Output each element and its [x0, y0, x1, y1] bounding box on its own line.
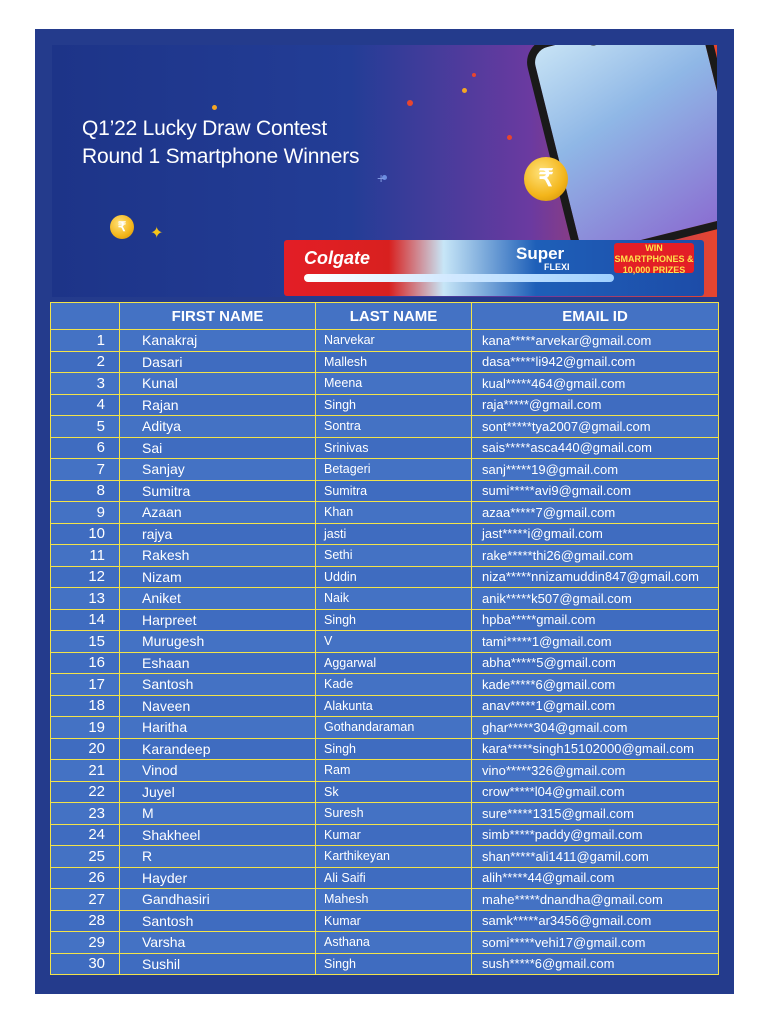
email-cell: alih*****44@gmail.com	[472, 867, 719, 889]
serial-cell: 6	[51, 437, 120, 459]
first-name-cell: Naveen	[120, 695, 316, 717]
serial-cell: 9	[51, 502, 120, 524]
serial-cell: 25	[51, 846, 120, 868]
serial-cell: 17	[51, 674, 120, 696]
email-cell: raja*****@gmail.com	[472, 394, 719, 416]
last-name-cell: Kade	[316, 674, 472, 696]
last-name-cell: Betageri	[316, 459, 472, 481]
serial-cell: 1	[51, 330, 120, 352]
header-first-name: FIRST NAME	[120, 303, 316, 330]
table-row	[51, 953, 719, 975]
table-body	[51, 330, 719, 975]
table-row	[51, 738, 719, 760]
rupee-coin-small-icon: ₹	[110, 215, 134, 239]
pack-win-badge: WIN SMARTPHONES & 10,000 PRIZES	[614, 243, 694, 275]
last-name-cell: Mahesh	[316, 889, 472, 911]
header-last-name: LAST NAME	[316, 303, 472, 330]
smartphone-illustration	[522, 45, 717, 264]
table-row	[51, 824, 719, 846]
table-row	[51, 889, 719, 911]
first-name-cell: Kanakraj	[120, 330, 316, 352]
first-name-cell: Nizam	[120, 566, 316, 588]
first-name-cell: Haritha	[120, 717, 316, 739]
last-name-cell: Mallesh	[316, 351, 472, 373]
email-cell: samk*****ar3456@gmail.com	[472, 910, 719, 932]
first-name-cell: Rakesh	[120, 545, 316, 567]
table-row	[51, 910, 719, 932]
serial-cell: 27	[51, 889, 120, 911]
last-name-cell: Sontra	[316, 416, 472, 438]
email-cell: hpba*****gmail.com	[472, 609, 719, 631]
serial-cell: 8	[51, 480, 120, 502]
contest-banner	[52, 45, 717, 297]
serial-cell: 5	[51, 416, 120, 438]
pack-flexi-label: FLEXI	[544, 262, 570, 272]
table-row	[51, 846, 719, 868]
last-name-cell: Gothandaraman	[316, 717, 472, 739]
email-cell: mahe*****dnandha@gmail.com	[472, 889, 719, 911]
last-name-cell: Narvekar	[316, 330, 472, 352]
confetti-dot	[462, 88, 467, 93]
table-row	[51, 480, 719, 502]
email-cell: niza*****nnizamuddin847@gmail.com	[472, 566, 719, 588]
table-row	[51, 695, 719, 717]
email-cell: sush*****6@gmail.com	[472, 953, 719, 975]
header-serial	[51, 303, 120, 330]
first-name-cell: Hayder	[120, 867, 316, 889]
serial-cell: 20	[51, 738, 120, 760]
email-cell: sont*****tya2007@gmail.com	[472, 416, 719, 438]
title-line-2: Round 1 Smartphone Winners	[82, 145, 360, 168]
email-cell: jast*****i@gmail.com	[472, 523, 719, 545]
table-row	[51, 803, 719, 825]
rupee-coin-icon: ₹	[524, 157, 568, 201]
last-name-cell: Naik	[316, 588, 472, 610]
last-name-cell: Sk	[316, 781, 472, 803]
table-row	[51, 437, 719, 459]
table-row	[51, 394, 719, 416]
serial-cell: 13	[51, 588, 120, 610]
email-cell: shan*****ali1411@gamil.com	[472, 846, 719, 868]
first-name-cell: Varsha	[120, 932, 316, 954]
first-name-cell: Sumitra	[120, 480, 316, 502]
email-cell: rake*****thi26@gmail.com	[472, 545, 719, 567]
toothbrush-illustration	[304, 274, 614, 282]
first-name-cell: Vinod	[120, 760, 316, 782]
first-name-cell: Kunal	[120, 373, 316, 395]
colgate-product-pack	[284, 240, 704, 296]
table-row	[51, 867, 719, 889]
email-cell: somi*****vehi17@gmail.com	[472, 932, 719, 954]
last-name-cell: Asthana	[316, 932, 472, 954]
first-name-cell: Eshaan	[120, 652, 316, 674]
email-cell: kara*****singh15102000@gmail.com	[472, 738, 719, 760]
header-email-id: EMAIL ID	[472, 303, 719, 330]
serial-cell: 26	[51, 867, 120, 889]
first-name-cell: Juyel	[120, 781, 316, 803]
table-row	[51, 545, 719, 567]
email-cell: ghar*****304@gmail.com	[472, 717, 719, 739]
serial-cell: 28	[51, 910, 120, 932]
confetti-dot	[472, 73, 476, 77]
pack-brand-label: Colgate	[304, 248, 371, 268]
last-name-cell: Suresh	[316, 803, 472, 825]
email-cell: crow*****l04@gmail.com	[472, 781, 719, 803]
last-name-cell: Aggarwal	[316, 652, 472, 674]
first-name-cell: Sushil	[120, 953, 316, 975]
last-name-cell: Khan	[316, 502, 472, 524]
table-row	[51, 652, 719, 674]
email-cell: azaa*****7@gmail.com	[472, 502, 719, 524]
first-name-cell: Harpreet	[120, 609, 316, 631]
table-row	[51, 932, 719, 954]
serial-cell: 15	[51, 631, 120, 653]
table-row	[51, 502, 719, 524]
serial-cell: 24	[51, 824, 120, 846]
last-name-cell: Singh	[316, 394, 472, 416]
serial-cell: 30	[51, 953, 120, 975]
table-row	[51, 588, 719, 610]
table-row	[51, 416, 719, 438]
last-name-cell: Singh	[316, 738, 472, 760]
table-row	[51, 717, 719, 739]
title-line-1: Q1’22 Lucky Draw Contest	[82, 117, 327, 140]
last-name-cell: V	[316, 631, 472, 653]
first-name-cell: Rajan	[120, 394, 316, 416]
last-name-cell: Alakunta	[316, 695, 472, 717]
serial-cell: 22	[51, 781, 120, 803]
first-name-cell: Gandhasiri	[120, 889, 316, 911]
first-name-cell: M	[120, 803, 316, 825]
first-name-cell: Sai	[120, 437, 316, 459]
serial-cell: 23	[51, 803, 120, 825]
first-name-cell: Santosh	[120, 910, 316, 932]
last-name-cell: Sumitra	[316, 480, 472, 502]
serial-cell: 14	[51, 609, 120, 631]
last-name-cell: Karthikeyan	[316, 846, 472, 868]
serial-cell: 19	[51, 717, 120, 739]
confetti-dot	[212, 105, 217, 110]
first-name-cell: Sanjay	[120, 459, 316, 481]
table-row	[51, 351, 719, 373]
email-cell: abha*****5@gmail.com	[472, 652, 719, 674]
table-row	[51, 674, 719, 696]
serial-cell: 11	[51, 545, 120, 567]
serial-cell: 2	[51, 351, 120, 373]
phone-notch	[585, 45, 646, 47]
email-cell: sais*****asca440@gmail.com	[472, 437, 719, 459]
table-row	[51, 373, 719, 395]
last-name-cell: Ali Saifi	[316, 867, 472, 889]
email-cell: anav*****1@gmail.com	[472, 695, 719, 717]
last-name-cell: Ram	[316, 760, 472, 782]
serial-cell: 16	[51, 652, 120, 674]
email-cell: simb*****paddy@gmail.com	[472, 824, 719, 846]
last-name-cell: Uddin	[316, 566, 472, 588]
last-name-cell: Kumar	[316, 824, 472, 846]
email-cell: sumi*****avi9@gmail.com	[472, 480, 719, 502]
last-name-cell: jasti	[316, 523, 472, 545]
email-cell: tami*****1@gmail.com	[472, 631, 719, 653]
first-name-cell: Aditya	[120, 416, 316, 438]
first-name-cell: Santosh	[120, 674, 316, 696]
table-row	[51, 631, 719, 653]
table-row	[51, 523, 719, 545]
last-name-cell: Kumar	[316, 910, 472, 932]
email-cell: vino*****326@gmail.com	[472, 760, 719, 782]
first-name-cell: Murugesh	[120, 631, 316, 653]
sparkle-icon: +	[377, 170, 386, 186]
confetti-dot	[507, 135, 512, 140]
confetti-dot	[407, 100, 413, 106]
email-cell: kana*****arvekar@gmail.com	[472, 330, 719, 352]
last-name-cell: Meena	[316, 373, 472, 395]
serial-cell: 29	[51, 932, 120, 954]
table-row	[51, 330, 719, 352]
first-name-cell: Shakheel	[120, 824, 316, 846]
first-name-cell: Karandeep	[120, 738, 316, 760]
serial-cell: 18	[51, 695, 120, 717]
table-row	[51, 459, 719, 481]
last-name-cell: Singh	[316, 953, 472, 975]
email-cell: kade*****6@gmail.com	[472, 674, 719, 696]
email-cell: anik*****k507@gmail.com	[472, 588, 719, 610]
email-cell: sanj*****19@gmail.com	[472, 459, 719, 481]
first-name-cell: Azaan	[120, 502, 316, 524]
email-cell: dasa*****li942@gmail.com	[472, 351, 719, 373]
table-row	[51, 760, 719, 782]
first-name-cell: Aniket	[120, 588, 316, 610]
last-name-cell: Singh	[316, 609, 472, 631]
table-header-row	[51, 303, 719, 330]
sparkle-icon: ✦	[150, 225, 164, 242]
table-row	[51, 781, 719, 803]
serial-cell: 3	[51, 373, 120, 395]
pack-super-label: Super	[516, 244, 565, 263]
email-cell: kual*****464@gmail.com	[472, 373, 719, 395]
table-row	[51, 609, 719, 631]
table-row	[51, 566, 719, 588]
first-name-cell: rajya	[120, 523, 316, 545]
serial-cell: 21	[51, 760, 120, 782]
last-name-cell: Sethi	[316, 545, 472, 567]
serial-cell: 10	[51, 523, 120, 545]
first-name-cell: Dasari	[120, 351, 316, 373]
winners-table	[50, 302, 719, 975]
serial-cell: 12	[51, 566, 120, 588]
serial-cell: 7	[51, 459, 120, 481]
last-name-cell: Srinivas	[316, 437, 472, 459]
email-cell: sure*****1315@gmail.com	[472, 803, 719, 825]
serial-cell: 4	[51, 394, 120, 416]
page-title	[82, 115, 359, 171]
first-name-cell: R	[120, 846, 316, 868]
